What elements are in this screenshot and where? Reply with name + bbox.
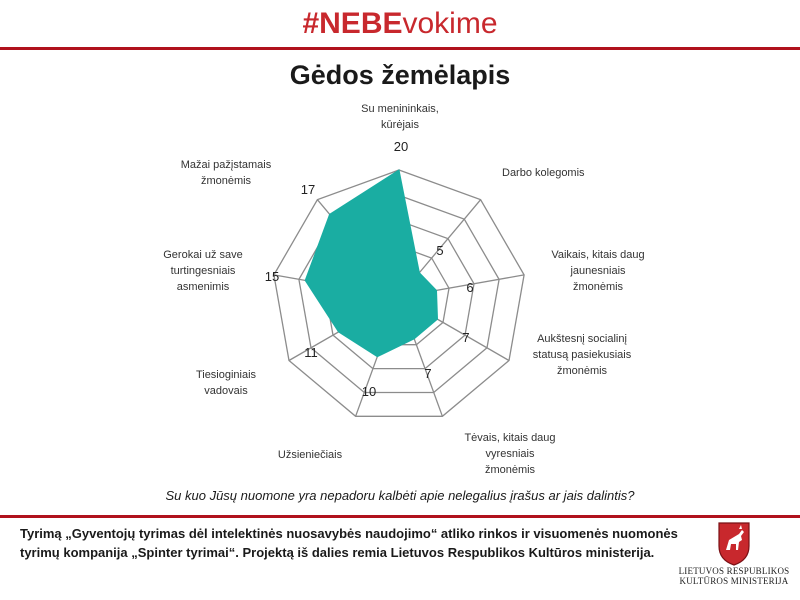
axis-label-8-1: žmonėmis xyxy=(200,175,252,187)
axis-label-3-0: Aukštesnį socialinį xyxy=(537,333,627,345)
value-label-6: 11 xyxy=(304,345,318,360)
coat-of-arms-icon xyxy=(717,520,751,566)
value-label-2: 6 xyxy=(466,280,474,295)
axis-label-4-1: vyresniais xyxy=(485,448,535,460)
axis-label-3-1: statusą pasiekusiais xyxy=(532,349,632,361)
axis-label-5-0: Užsieniečiais xyxy=(277,449,343,461)
brand-strong: #NEBE xyxy=(302,7,403,40)
axis-label-0-0: Su menininkais, xyxy=(361,103,439,115)
axis-label-3-2: žmonėmis xyxy=(556,365,608,377)
radar-series xyxy=(305,170,437,357)
axis-label-0-1: kūrėjais xyxy=(381,119,419,131)
survey-question: Su kuo Jūsų nuomone yra nepadoru kalbėti apie nelegalius įrašus ar jais dalintis? xyxy=(165,488,635,503)
bottom-divider xyxy=(0,515,800,518)
ministry-logo xyxy=(676,520,792,600)
value-label-4: 7 xyxy=(424,366,432,381)
axis-label-7-1: turtingesniais xyxy=(170,265,236,277)
logo-line-1: LIETUVOS RESPUBLIKOS xyxy=(678,566,790,576)
brand-light: vokime xyxy=(402,7,498,40)
axis-label-1-0: Darbo kolegomis xyxy=(502,167,585,179)
logo-line-2: KULTŪROS MINISTERIJA xyxy=(679,576,789,586)
axis-label-7-0: Gerokai už save xyxy=(163,249,243,261)
value-label-7: 15 xyxy=(264,269,280,284)
value-label-8: 17 xyxy=(300,182,316,197)
value-label-5: 10 xyxy=(361,384,377,399)
footer-note xyxy=(20,524,700,562)
axis-label-7-2: asmenimis xyxy=(176,281,230,293)
value-label-3: 7 xyxy=(462,330,470,345)
series-area xyxy=(305,170,437,357)
axis-label-6-1: vadovais xyxy=(204,385,248,397)
footer-line-1: Tyrimą „Gyventojų tyrimas dėl intelektinės nuosavybės naudojimo“ atliko rinkos ir visuomenės nuomonės xyxy=(20,526,678,541)
axis-label-4-0: Tėvais, kitais daug xyxy=(464,432,556,444)
page-title: Gėdos žemėlapis xyxy=(289,60,511,90)
value-label-0: 20 xyxy=(393,139,409,154)
footer-line-2: tyrimų kompanija „Spinter tyrimai“. Projektą iš dalies remia Lietuvos Respublikos Kultūros ministerija. xyxy=(20,545,655,560)
axis-label-2-1: jaunesniais xyxy=(570,265,626,277)
axis-label-2-2: žmonėmis xyxy=(572,281,624,293)
axis-label-2-0: Vaikais, kitais daug xyxy=(551,249,645,261)
axis-label-8-0: Mažai pažįstamais xyxy=(180,159,272,171)
value-label-1: 5 xyxy=(436,243,444,258)
axis-label-4-2: žmonėmis xyxy=(484,464,536,476)
axis-label-6-0: Tiesioginiais xyxy=(195,369,257,381)
